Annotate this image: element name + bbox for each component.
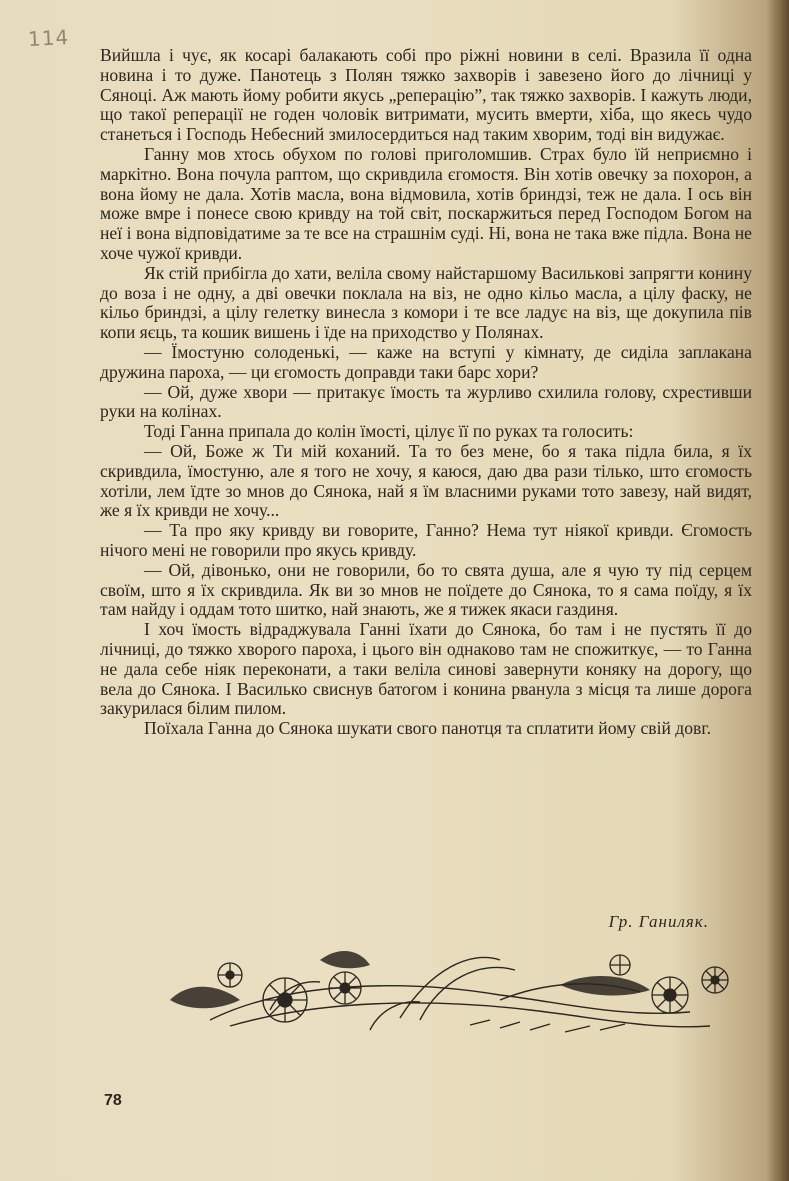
paragraph: — Та про яку кривду ви говорите, Ганно? Нема тут ніякої кривди. Єгомость нічого мені не говорили про якусь кривду. <box>100 520 752 560</box>
story-text <box>100 46 752 739</box>
paragraph: Ганну мов хтось обухом по голові приголомшив. Страх було їй неприємно і маркітно. Вона почула раптом, що скривдила єгомостя. Він хотів овечку за похорон, а вона йому не дала. Хотів масла, вона відмовила, хотів бриндзі, теж не дала. І ось він може вмре і понесе свою кривду на той світ, поскаржиться перед Господом Богом на неї і вона відповідатиме за те все на страшнім суді. Ні, вона не така вже підла. Вона не хоче чужої кривди. <box>100 143 752 263</box>
paragraph: — Ой, дуже хвори — притакує їмость та журливо схилила голову, схрестивши руки на колінах. <box>100 381 752 422</box>
paragraph: — Їмостуню солоденькі, — каже на вступі у кімнату, де сиділа заплакана дружина пароха, — ци єгомость доправди таки барс хори? <box>100 341 752 382</box>
paragraph: — Ой, дівонько, они не говорили, бо то свята душа, але я чую ту під серцем своїм, што я їх скривдила. Як ви зо мнов не поїдете до Сянока, то я сама поїду, я їх там найду і оддам тото шитко, най знають, же я тижек якаси газдиня. <box>100 559 752 620</box>
floral-ornament <box>170 940 740 1040</box>
author-signature: Гр. Ганиляк. <box>608 912 709 931</box>
paragraph: — Ой, Боже ж Ти мій коханий. Та то без мене, бо я така підла била, я їх скривдила, їмостуню, але я того не хочу, я каюся, даю два рази тілько, што єгомость хотіли, лем їдте зо мнов до Сянока, най я їм власними руками тото завезу, най видят, же я їх кривди не хочу... <box>100 440 752 521</box>
page-number: 78 <box>104 1092 122 1109</box>
pencil-page-mark: 114 <box>27 24 70 52</box>
paragraph: Вийшла і чує, як косарі балакають собі про ріжні новини в селі. Вразила її одна новина і то дуже. Панотець з Полян тяжко захворів і завезено його до лічниці у Сяноці. Аж мають йому робити якусь „реперацію”, так тяжко захворів. І кажуть люди, що такої реперації не годен чоловік витримати, мусить вмерти, хіба, що якесь чудо станеться і Господь Небесний змилосердиться над таким хворим, тоді він видужає. <box>100 45 752 145</box>
paragraph: Тоді Ганна припала до колін їмості, цілує її по руках та голосить: <box>144 421 634 442</box>
paragraph: Як стій прибігла до хати, веліла свому найстаршому Василькові запрягти конину до воза і не одну, а дві овечки поклала на віз, не одно кільо масла, а цілу фаску, не кільо бриндзі, а цілу гелетку винесла з комори і те все ладує на віз, ще докупила пів копи яєць, та кошик вишень і їде на приходство у Полянах. <box>100 262 752 343</box>
paragraph: І хоч їмость відраджувала Ганні їхати до Сянока, бо там і не пустять її до лічниці, до тяжко хворого пароха, і цього він однаково там не спожиткує, — то Ганна не дала себе ніяк переконати, а таки веліла синові завернути коняку на дорогу, що вела до Сянока. І Василько свиснув батогом і конина рванула з місця та лише дорога закурилася білим пилом. <box>100 619 752 719</box>
page-binding-shadow <box>767 0 789 1181</box>
paragraph: Поїхала Ганна до Сянока шукати свого панотця та сплатити йому свій довг. <box>144 718 711 739</box>
